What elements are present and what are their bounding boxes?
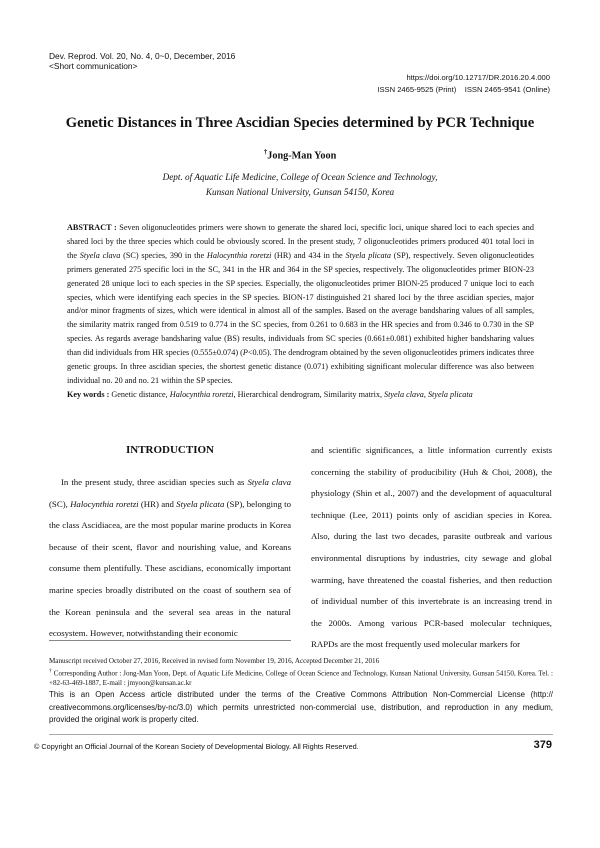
species-name: Styela clava — [79, 250, 121, 260]
doi-link[interactable]: https://doi.org/10.12717/DR.2016.20.4.000 — [406, 73, 550, 82]
article-type: <Short communication> — [49, 61, 138, 71]
journal-citation: Dev. Reprod. Vol. 20, No. 4, 0~0, December, 2016 — [49, 51, 236, 61]
license-notice: This is an Open Access article distributed under the terms of the Creative Commons Attribution Non-Commercial License (http:// creativecommons.org/licenses/by-nc/3.0) which permits unrestricted non-commercial use, distribution, and reproduction in any medium, provided the original work is properly cited. — [49, 690, 553, 724]
keywords-label: Key words : — [67, 389, 110, 399]
intro-paragraph-2: and scientific significances, a little information currently exists concerning the stability of producibility (Huh & Choi, 2008), the physiology (Shin et al., 2007) and the development of aquacultural technique (Lee, 2011) points only of ascidian species in Korea. Also, during the last two decades, parasite outbreak and various environmental disruptions by industries, city sewage and global warming, have threatened the coastal fisheries, and then reduction of individual number of this invertebrate is an increasing trend in the 2000s. Among various PCR-based molecular techniques, RAPDs are the most frequently used molecular markers for — [311, 445, 552, 650]
corresponding-author: † Corresponding Author : Jong-Man Yoon, Dept. of Aquatic Life Medicine, College of Ocean Science and Technology, Kunsan National University, Gunsan 54150, Korea. Tel. : +82-63-469-1887, E-mail : jmyoon@kunsan.ac.kr — [49, 667, 554, 687]
author-mark: † — [263, 148, 268, 156]
doi-block — [377, 72, 550, 96]
footnotes — [49, 657, 553, 688]
affiliation — [0, 170, 600, 200]
abstract — [67, 221, 534, 402]
intro-paragraph-1: In the present study, three ascidian species such as Styela clava (SC), Halocynthia roretzi (HR) and Styela plicata (SP), belonging to the class Ascidiacea, are the most popular marine products in Korea because of their scent, flavor and nourishing value, and Koreans consume them plentifully. These ascidians, economically important marine species broadly distributed on the coast of southern sea of the Korean peninsula and the several sea areas in the natural ecosystem. However, notwithstanding their economic — [49, 477, 291, 639]
species-name: Styela plicata — [345, 250, 392, 260]
left-column — [49, 440, 291, 645]
paper-title: Genetic Distances in Three Ascidian Species determined by PCR Technique — [65, 115, 535, 131]
page-number: 379 — [533, 739, 552, 751]
journal-header — [49, 51, 235, 71]
abstract-body: ABSTRACT : Seven oligonucleotides primers were shown to generate the shared loci, specific loci, unique shared loci to each species and shared loci by the three species which could be obviously scored. In the present study, 7 oligonucleotides primers produced 401 total loci in the Styela clava (SC) species, 390 in the Halocynthia roretzi (HR) and 434 in the Styela plicata (SP), respectively. Seven oligonucleotides primers generated 275 specific loci in the SC, 341 in the HR and 364 in the SP species, respectively. The oligonucleotides primer BION-23 generated 28 unique loci to each species in the SP species. Especially, the oligonucleotides primer BION-25 produced 7 unique loci to each species, which were identifying each species in the SP species. BION-17 distinguished 21 shared loci by the three ascidian species, major and/or minor fragments of sizes, which were identical in almost all of the samples. Based on the average bandsharing values of all samples, the similarity matrix ranged from 0.519 to 0.774 in the SC species, from 0.261 to 0.683 in the HR species and from 0.346 to 0.730 in the SP species. As regards average bandsharing value (BS) results, individuals from SC species (0.661±0.081) exhibited higher bandsharing values than did individuals from HR species (0.555±0.074) (P<0.05). The dendrogram obtained by the seven oligonucleotides primers indicates three genetic groups. In three ascidian species, the shortest genetic distance (0.071) exhibiting significant molecular difference was also between individual no. 20 and no. 21 within the SP species. — [67, 223, 534, 385]
footnote-divider — [49, 640, 291, 641]
affiliation-line-1: Dept. of Aquatic Life Medicine, College of Ocean Science and Technology, — [162, 172, 438, 182]
affiliation-line-2: Kunsan National University, Gunsan 54150, Korea — [205, 187, 395, 197]
right-column — [311, 440, 552, 656]
manuscript-dates: Manuscript received October 27, 2016, Received in revised form November 19, 2016, Accepted December 21, 2016 — [49, 657, 380, 665]
author-line — [0, 148, 600, 161]
section-heading-introduction: INTRODUCTION — [125, 444, 214, 456]
keywords: Key words : Genetic distance, Halocynthia roretzi, Hierarchical dendrogram, Similarity matrix, Styela clava, Styela plicata — [67, 389, 473, 399]
footer-divider — [49, 734, 553, 735]
author-name: Jong-Man Yoon — [267, 150, 337, 162]
copyright-notice: © Copyright an Official Journal of the Korean Society of Developmental Biology. All Rights Reserved. — [34, 742, 359, 751]
abstract-label: ABSTRACT : — [67, 223, 117, 232]
issn-line: ISSN 2465-9525 (Print) ISSN 2465-9541 (Online) — [377, 85, 550, 94]
species-name: Halocynthia roretzi — [206, 250, 272, 260]
